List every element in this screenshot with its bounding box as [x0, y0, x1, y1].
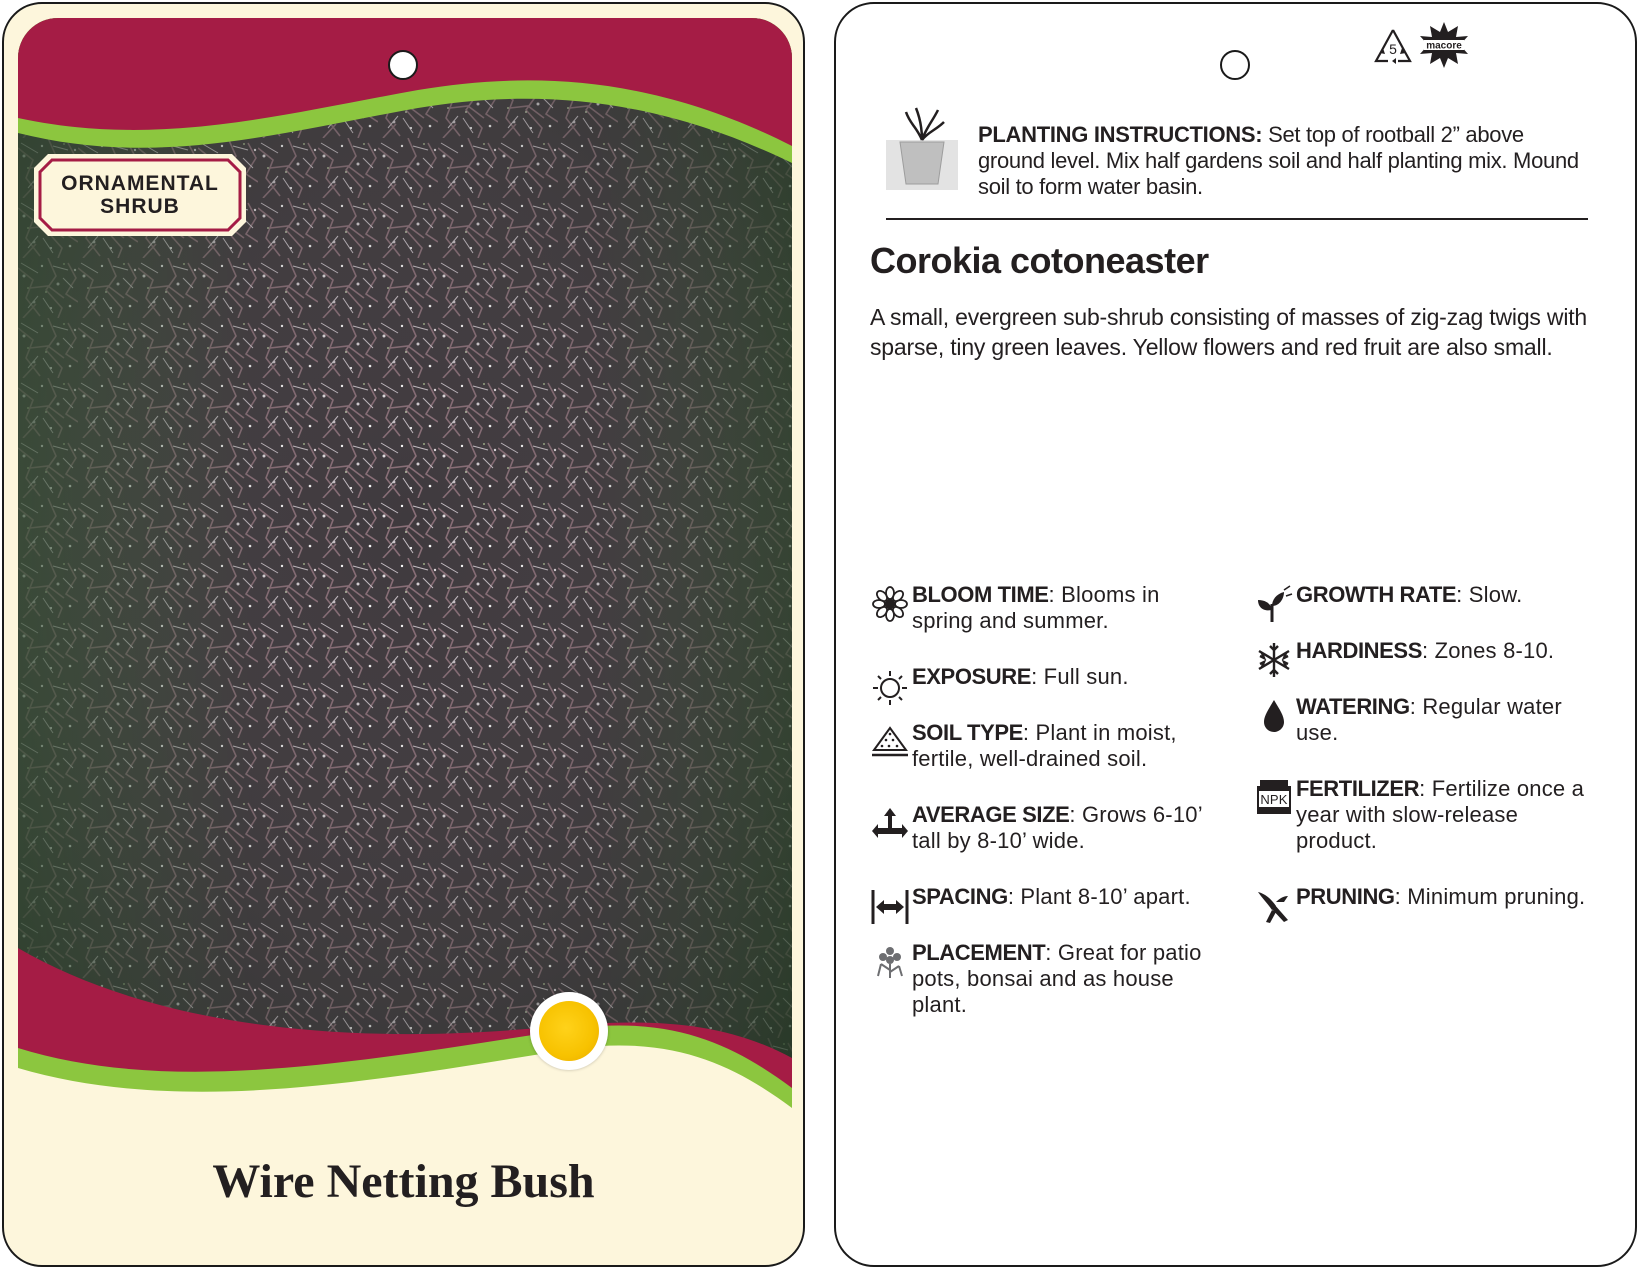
- planting-text: Set top of rootball 2” above ground level. Mix half gardens soil and half planting mix. Mound soil to form water basin.: [978, 122, 1579, 199]
- soil-icon: [870, 722, 910, 762]
- attr-hardiness: [1254, 638, 1594, 680]
- attr-spacing: [870, 884, 1210, 926]
- attr-label: BLOOM TIME: [912, 582, 1049, 607]
- attr-value: : Fertilize once a year with slow-release product.: [1296, 776, 1585, 853]
- attr-label: WATERING: [1296, 694, 1410, 719]
- attr-value: : Great for patio pots, bonsai and as house plant.: [912, 940, 1202, 1017]
- macore-logo: [1418, 20, 1470, 70]
- npk-icon: [1254, 778, 1294, 818]
- recycle-number: 5: [1389, 41, 1397, 57]
- attr-placement: [870, 940, 1210, 1018]
- attr-watering: [1254, 694, 1594, 746]
- plant-description: A small, evergreen sub-shrub consisting of masses of zig-zag twigs with sparse, tiny green leaves. Yellow flowers and red fruit are also small.: [870, 304, 1588, 360]
- pruners-icon: [1254, 886, 1294, 926]
- attr-value: : Regular water use.: [1296, 694, 1562, 745]
- category-line-2: SHRUB: [100, 195, 180, 218]
- sun-exposure-icon: [530, 992, 608, 1070]
- category-line-1: ORNAMENTAL: [61, 172, 219, 195]
- attr-value: : Full sun.: [1031, 664, 1129, 689]
- attr-label: PLACEMENT: [912, 940, 1046, 965]
- attr-label: AVERAGE SIZE: [912, 802, 1070, 827]
- attr-value: : Minimum pruning.: [1394, 884, 1586, 909]
- category-badge: [34, 154, 246, 236]
- sun-icon: [870, 666, 910, 706]
- attr-average-size: [870, 802, 1210, 854]
- front-tag: [2, 2, 805, 1267]
- size-arrows-icon: [870, 804, 910, 844]
- placement-icon: [870, 942, 910, 982]
- attr-exposure: [870, 664, 1210, 706]
- attr-label: SOIL TYPE: [912, 720, 1023, 745]
- hang-hole: [1220, 50, 1250, 80]
- divider-rule: [886, 218, 1588, 220]
- recycle-icon: [1372, 26, 1414, 68]
- attr-label: SPACING: [912, 884, 1008, 909]
- attr-value: : Plant in moist, fertile, well-drained soil.: [912, 720, 1177, 771]
- attr-label: HARDINESS: [1296, 638, 1422, 663]
- back-tag: [834, 2, 1637, 1267]
- attr-value: : Slow.: [1456, 582, 1523, 607]
- attr-fertilizer: [1254, 776, 1594, 854]
- attr-pruning: [1254, 884, 1594, 926]
- attr-growth-rate: [1254, 582, 1594, 624]
- planting-instructions: [978, 122, 1588, 200]
- botanical-name: Corokia cotoneaster: [870, 240, 1209, 281]
- planting-label: PLANTING INSTRUCTIONS:: [978, 122, 1263, 147]
- growth-icon: [1254, 584, 1294, 624]
- macore-label: macore: [1426, 40, 1462, 52]
- snowflake-icon: [1254, 640, 1294, 680]
- attr-value: : Grows 6-10’ tall by 8-10’ wide.: [912, 802, 1202, 853]
- attr-label: PRUNING: [1296, 884, 1395, 909]
- attr-value: : Plant 8-10’ apart.: [1007, 884, 1191, 909]
- planting-pot-icon: [886, 104, 958, 194]
- attr-bloom-time: [870, 582, 1210, 634]
- hang-hole: [388, 50, 418, 80]
- water-drop-icon: [1254, 696, 1294, 736]
- attr-value: : Zones 8-10.: [1421, 638, 1555, 663]
- attr-label: EXPOSURE: [912, 664, 1032, 689]
- attr-soil-type: [870, 720, 1210, 772]
- common-name: Wire Netting Bush: [212, 1155, 595, 1208]
- attr-value: : Blooms in spring and summer.: [912, 582, 1160, 633]
- attr-label: FERTILIZER: [1296, 776, 1420, 801]
- spacing-icon: [870, 886, 910, 926]
- flower-icon: [870, 584, 910, 624]
- npk-label: NPK: [1260, 792, 1288, 807]
- attr-label: GROWTH RATE: [1296, 582, 1457, 607]
